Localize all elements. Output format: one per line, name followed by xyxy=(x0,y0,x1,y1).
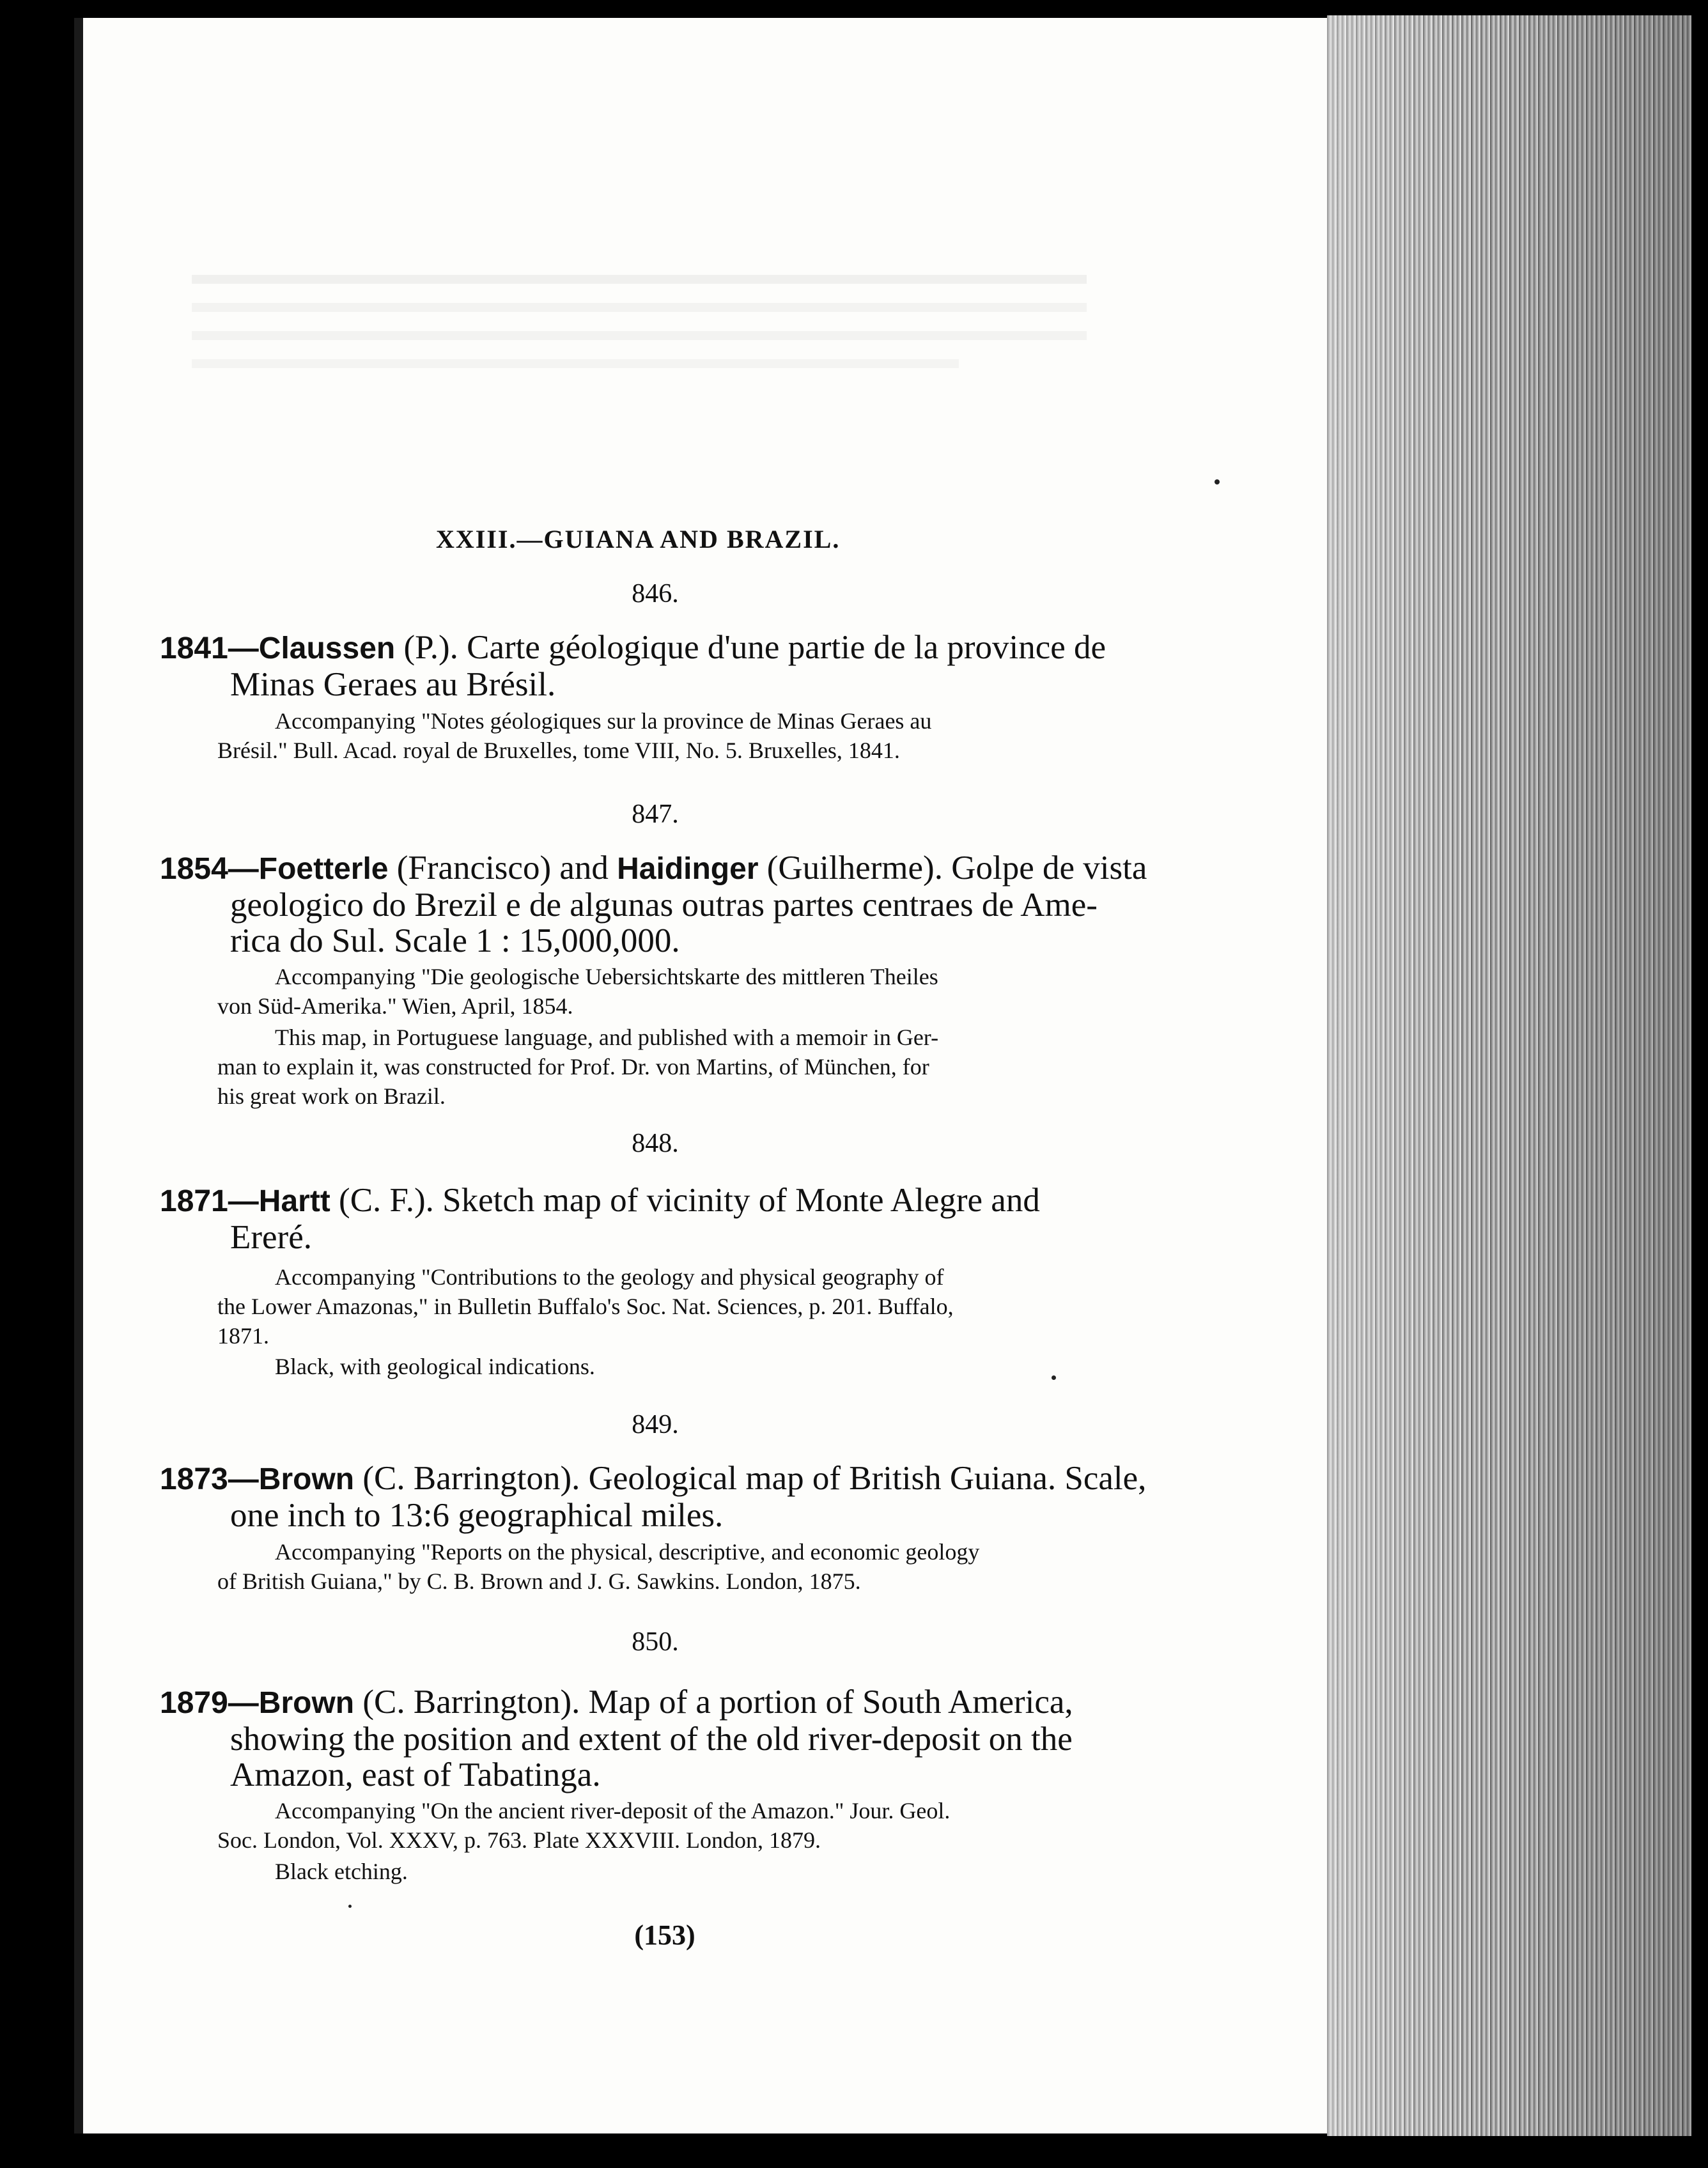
entry-note: Black, with geological indications. xyxy=(275,1354,595,1379)
entry-number: 846. xyxy=(632,579,679,608)
entry-note: Accompanying "On the ancient river-deposit of the Amazon." Jour. Geol. Soc. London, Vol. XXXV, p. 763. Plate XXXVIII. London, 1879. xyxy=(217,1798,951,1853)
entry-year: 1871— xyxy=(160,1184,259,1218)
entry-number: 847. xyxy=(632,800,679,829)
entry-year: 1873— xyxy=(160,1462,259,1496)
entry-headline: 1841—Claussen (P.). Carte géologique d'une partie de la province de Minas Geraes au Brésil. xyxy=(160,629,1106,703)
scan-speck xyxy=(1052,1375,1056,1380)
entry-author: Haidinger xyxy=(617,852,759,886)
page-stack-shade xyxy=(1327,15,1691,2136)
scan-speck xyxy=(1215,479,1220,484)
entry-headline: 1871—Hartt (C. F.). Sketch map of vicinity of Monte Alegre and Ereré. xyxy=(160,1182,1040,1256)
entry-author: Foetterle xyxy=(258,852,389,886)
entry-note: Accompanying "Die geologische Uebersichtskarte des mittleren Theiles von Süd-Amerika." Wien, April, 1854. xyxy=(217,964,938,1019)
entry-number: 849. xyxy=(632,1410,679,1439)
scan-speck xyxy=(348,1905,352,1908)
entry-headline: 1879—Brown (C. Barrington). Map of a portion of South America, showing the position and extent of the old river-deposit on the Amazon, east of Tabatinga. xyxy=(160,1684,1073,1793)
entry-author: Hartt xyxy=(258,1184,330,1218)
entry-note: Accompanying "Reports on the physical, descriptive, and economic geology of British Guiana," by C. B. Brown and J. G. Sawkins. London, 1875. xyxy=(217,1539,980,1594)
entry-author: Brown xyxy=(258,1462,355,1496)
entry-year: 1854— xyxy=(160,852,259,886)
entry-headline: 1873—Brown (C. Barrington). Geological map of British Guiana. Scale, one inch to 13:6 geographical miles. xyxy=(160,1460,1147,1534)
section-title: XXIII.—GUIANA AND BRAZIL. xyxy=(436,525,841,554)
entry-author: Brown xyxy=(258,1686,355,1720)
entry-note: Black etching. xyxy=(275,1859,408,1884)
entry-headline: 1854—Foetterle (Francisco) and Haidinger (Guilherme). Golpe de vista geologico do Brezil e de algunas outras partes centraes de Ame- rica do Sul. Scale 1 : 15,000,000. xyxy=(160,849,1147,959)
entry-note: Accompanying "Notes géologiques sur la province de Minas Geraes au Brésil." Bull. Acad. royal de Bruxelles, tome VIII, No. 5. Bruxelles, 1841. xyxy=(217,708,932,763)
bleed-through xyxy=(192,256,1087,524)
entry-note: This map, in Portuguese language, and published with a memoir in Ger- man to explain it, was constructed for Prof. Dr. von Martins, of München, for his great work on Brazil. xyxy=(217,1025,939,1109)
entry-year: 1879— xyxy=(160,1686,259,1720)
entry-author: Claussen xyxy=(258,631,396,665)
entry-number: 850. xyxy=(632,1627,679,1657)
entry-note: Accompanying "Contributions to the geology and physical geography of the Lower Amazonas," in Bulletin Buffalo's Soc. Nat. Sciences, p. 201. Buffalo, 1871. xyxy=(217,1264,954,1349)
entry-year: 1841— xyxy=(160,631,259,665)
entry-number: 848. xyxy=(632,1129,679,1158)
page-number: (153) xyxy=(634,1919,695,1951)
